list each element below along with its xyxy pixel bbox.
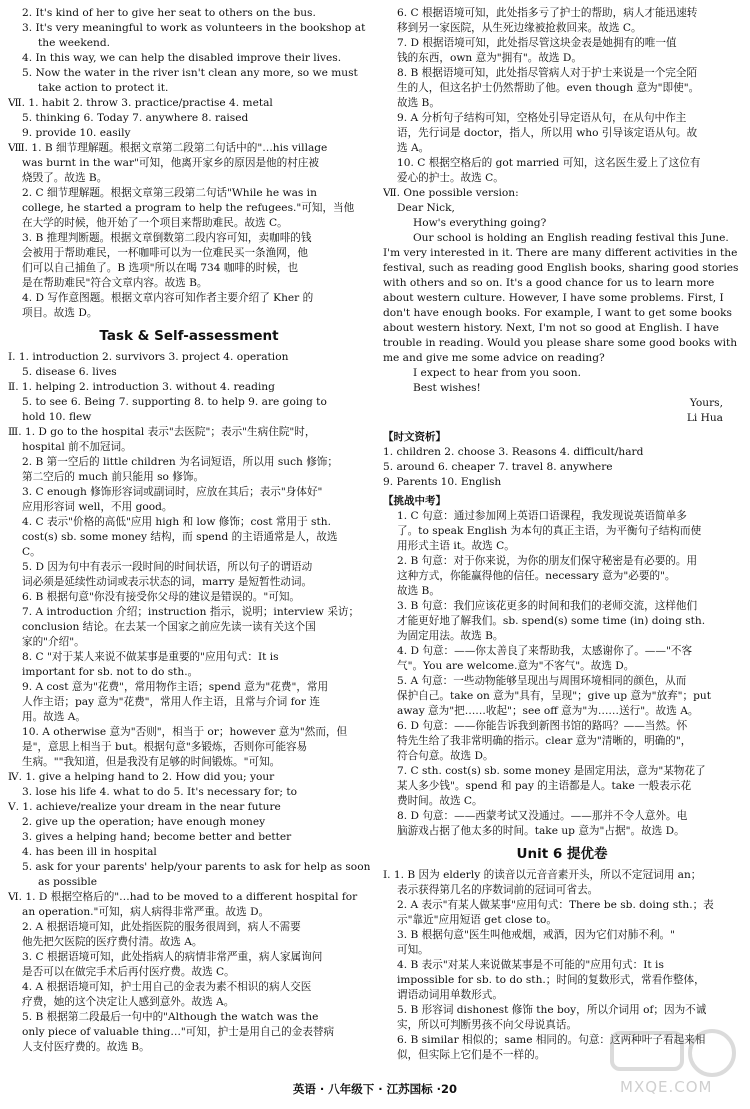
text-line: 2. give up the operation; have enough money xyxy=(22,816,266,828)
text-line: 4. B 表示"对某人来说做某事是不可能的"应用句式：It is xyxy=(397,959,664,971)
text-line: festival, such as reading good English books, sharing good stories xyxy=(383,262,739,274)
text-line: Ⅷ. 1. B 细节理解题。根据文章第二段第二句话中的"…his village xyxy=(8,142,328,154)
text-line: 们可以自己捕鱼了。B 选项"所以在喝 734 咖啡的时候，也 xyxy=(22,262,299,274)
text-line: 5. disease 6. lives xyxy=(22,366,117,378)
text-line: 2. It's kind of her to give her seat to others on the bus. xyxy=(22,7,316,19)
text-line: 选 A。 xyxy=(397,142,430,154)
text-line: 特先生给了我非常明确的指示。clear 意为"清晰的，明确的"， xyxy=(397,735,692,747)
text-line: the weekend. xyxy=(38,37,110,49)
text-line: 6. D 句意：——你能告诉我到新图书馆的路吗？——当然。怀 xyxy=(397,720,688,732)
text-line: 8. B 根据语境可知，此处指尽管病人对于护士来说是一个完全陌 xyxy=(397,67,698,79)
text-line: was burnt in the war"可知，他离开家乡的原因是他的村庄被 xyxy=(22,157,320,169)
text-line: 生病。""我知道，但是我没有足够的时间锻炼。"可知。 xyxy=(22,756,281,768)
text-line: 是在帮助难民"符合文章内容。故选 B。 xyxy=(22,277,208,289)
page-footer: 英语 · 八年级下 · 江苏国标 ·20 xyxy=(292,1082,458,1096)
text-line: 2. A 根据语境可知，此处指医院的服务很周到，病人不需要 xyxy=(22,921,301,933)
text-line: C。 xyxy=(22,546,41,558)
text-line: 谓语动词用单数形式。 xyxy=(397,989,503,1001)
text-line: 生的人，但这名护士仍然帮助了他。even though 意为"即使"。 xyxy=(397,82,700,94)
section-heading: Task & Self-assessment xyxy=(99,328,279,344)
text-line: 8. C "对于某人来说不做某事是重要的"应用句式：It is xyxy=(22,651,279,663)
text-line: Ⅶ. 1. habit 2. throw 3. practice/practise 4. metal xyxy=(8,97,273,109)
text-line: 移到另一家医院，从生死边缘被抢救回来。故选 C。 xyxy=(397,22,642,34)
text-line: 费时间。故选 C。 xyxy=(397,795,483,807)
text-line: me and give me some advice on reading? xyxy=(383,352,605,364)
text-line: 脑游戏占据了他太多的时间。take up 意为"占据"。故选 D。 xyxy=(397,825,685,837)
text-line: Ⅳ. 1. give a helping hand to 2. How did you; your xyxy=(8,771,275,783)
text-line: 10. A otherwise 意为"否则"，相当于 or；however 意为"然而，但 xyxy=(22,726,348,738)
text-line: 用。故选 A。 xyxy=(22,711,86,723)
text-line: 5. thinking 6. Today 7. anywhere 8. raised xyxy=(22,112,249,124)
text-line: 3. It's very meaningful to work as volunteers in the bookshop at xyxy=(22,22,366,34)
text-line: 疗费，她的这个决定让人感到意外。故选 A。 xyxy=(22,996,235,1008)
text-line: 3. C 根据语境可知，此处指病人的病情非常严重，病人家属询问 xyxy=(22,951,323,963)
text-line: 这种方式，你能赢得他的信任。necessary 意为"必要的"。 xyxy=(397,570,676,582)
text-line: 1. children 2. choose 3. Reasons 4. difficult/hard xyxy=(383,446,644,458)
text-line: 5. B 形容词 dishonest 修饰 the boy，所以介词用 of；因为不诚 xyxy=(397,1004,707,1016)
left-column xyxy=(8,6,370,1055)
text-line: 故选 B。 xyxy=(397,97,440,109)
text-line: 保护自己。take on 意为"具有，呈现"；give up 意为"放弃"；put xyxy=(397,690,711,702)
text-line: 5. A 句意：一些动物能够呈现出与周围环境相同的颜色，从而 xyxy=(397,675,687,687)
text-line: 第二空后的 much 前只能用 so 修饰。 xyxy=(22,471,205,483)
text-line: 用形式主语 it。故选 C。 xyxy=(397,540,515,552)
text-line: 4. D 写作意图题。根据文章内容可知作者主要介绍了 Kher 的 xyxy=(22,292,314,304)
text-line: 在大学的时候，他开始了一个项目来帮助难民。故选 C。 xyxy=(22,217,288,229)
section-tag: 【时文资析】 xyxy=(383,431,446,443)
text-line: 3. B 推理判断题。根据文章倒数第二段内容可知，卖咖啡的钱 xyxy=(22,232,312,244)
text-line: 7. A introduction 介绍；instruction 指示，说明；interview 采访； xyxy=(22,606,360,618)
text-line: 钱的东西，own 意为"拥有"。故选 D。 xyxy=(397,52,582,64)
text-line: only piece of valuable thing…"可知，护士是用自己的金表替病 xyxy=(22,1026,335,1038)
text-line: 4. has been ill in hospital xyxy=(22,846,157,858)
text-line: 4. In this way, we can help the disabled improve their lives. xyxy=(22,52,342,64)
text-line: 项目。故选 D。 xyxy=(22,307,98,319)
text-line: 是否可以在做完手术后再付医疗费。故选 C。 xyxy=(22,966,235,978)
text-line: How's everything going? xyxy=(413,217,547,229)
text-line: as possible xyxy=(38,876,97,888)
text-line: 3. lose his life 4. what to do 5. It's necessary for; to xyxy=(22,786,297,798)
text-line: Ⅴ. 1. achieve/realize your dream in the near future xyxy=(8,801,281,813)
text-line: impossible for sb. to do sth.；时间的复数形式，常看作整体， xyxy=(397,974,705,986)
text-line: 示"靠近"应用短语 get close to。 xyxy=(397,914,557,926)
text-line: 语，先行词是 doctor，指人，所以用 who 引导该定语从句。故 xyxy=(397,127,698,139)
letter-signoff: Li Hua xyxy=(686,412,723,424)
text-line: 5. B 根据第二段最后一句中的"Although the watch was the xyxy=(22,1011,319,1023)
text-line: 他先把欠医院的医疗费付清。故选 A。 xyxy=(22,936,203,948)
text-line: 10. C 根据空格后的 got married 可知，这名医生爱上了这位有 xyxy=(397,157,701,169)
letter-signoff: Yours, xyxy=(689,397,723,409)
text-line: Dear Nick, xyxy=(397,202,455,214)
text-line: trouble in reading. Would you please share some good books with xyxy=(383,337,738,349)
text-line: 2. C 细节理解题。根据文章第三段第二句话"While he was in xyxy=(22,187,317,199)
text-line: 词必须是延续性动词或表示状态的词，marry 是短暂性动词。 xyxy=(22,576,313,588)
text-line: Ⅰ. 1. B 因为 elderly 的读音以元音音素开头，所以不定冠词用 an； xyxy=(383,869,702,881)
text-line: away 意为"把……收起"；see off 意为"为……送行"。故选 A。 xyxy=(397,705,699,717)
text-line: 某人多少钱"。spend 和 pay 的主语都是人。take 一般表示花 xyxy=(397,780,692,792)
text-line: 人支付医疗费的。故选 B。 xyxy=(22,1041,150,1053)
text-line: important for sb. not to do sth.。 xyxy=(22,666,199,678)
text-line: 烧毁了。故选 B。 xyxy=(22,172,108,184)
text-line: I'm very interested in it. There are many different activities in the xyxy=(383,247,738,259)
text-line: Our school is holding an English reading festival this June. xyxy=(413,232,729,244)
text-line: 实，所以可判断男孩不向父母说真话。 xyxy=(397,1019,578,1031)
text-line: 2. A 表示"有某人做某事"应用句式：There be sb. doing sth.；表 xyxy=(397,899,714,911)
text-line: 6. C 根据语境可知，此处指多亏了护士的帮助，病人才能迅速转 xyxy=(397,7,698,19)
text-line: 气"。You are welcome.意为"不客气"。故选 D。 xyxy=(397,660,635,672)
text-line: 5. ask for your parents' help/your parents to ask for help as soon xyxy=(22,861,370,873)
text-line: Ⅶ. One possible version: xyxy=(383,187,519,199)
text-line: 5. Now the water in the river isn't clean any more, so we must xyxy=(22,67,358,79)
text-line: 人作主语；pay 意为"花费"，常用人作主语，且常与介词 for 连 xyxy=(22,696,320,708)
text-line: take action to protect it. xyxy=(38,82,169,94)
text-line: hold 10. flew xyxy=(22,411,92,423)
text-line: 才能更好地了解我们。sb. spend(s) some time (in) doing sth. xyxy=(397,615,706,627)
text-line: Ⅲ. 1. D go to the hospital 表示"去医院"；表示"生病住院"时， xyxy=(8,426,316,438)
text-line: Best wishes! xyxy=(413,382,481,394)
text-line: 了。to speak English 为本句的真正主语，为平衡句子结构而使 xyxy=(397,525,702,537)
text-line: 1. C 句意：通过参加网上英语口语课程，我发现说英语简单多 xyxy=(397,510,687,522)
text-line: I expect to hear from you soon. xyxy=(413,367,581,379)
text-line: 爱心的护士。故选 C。 xyxy=(397,172,504,184)
text-line: 5. around 6. cheaper 7. travel 8. anywhere xyxy=(383,461,613,473)
text-line: 似，但实际上它们是不一样的。 xyxy=(397,1049,546,1061)
text-line: 3. gives a helping hand; become better and better xyxy=(22,831,292,843)
text-line: 2. B 第一空后的 little children 为名词短语，所以用 such 修饰； xyxy=(22,456,338,468)
text-line: 可知。 xyxy=(397,944,429,956)
text-line: 9. A cost 意为"花费"，常用物作主语；spend 意为"花费"，常用 xyxy=(22,681,329,693)
text-line: 是"，意思上相当于 but。根据句意"多锻炼，否则你可能容易 xyxy=(22,741,308,753)
text-line: 3. B 句意：我们应该花更多的时间和我们的老师交流，这样他们 xyxy=(397,600,698,612)
text-line: Ⅰ. 1. introduction 2. survivors 3. project 4. operation xyxy=(8,351,289,363)
text-line: 4. A 根据语境可知，护士用自己的金表为素不相识的病人交医 xyxy=(22,981,312,993)
text-line: about western culture. However, I have some problems. First, I xyxy=(383,292,724,304)
text-line: conclusion 结论。在去某一个国家之前应先读一读有关这个国 xyxy=(22,621,316,633)
text-line: 4. C 表示"价格的高低"应用 high 和 low 修饰；cost 常用于 sth. xyxy=(22,516,331,528)
text-line: 为固定用法。故选 B。 xyxy=(397,630,504,642)
text-line: 9. provide 10. easily xyxy=(22,127,131,139)
text-line: don't have enough books. For example, I want to get some books xyxy=(383,307,732,319)
text-line: 6. B 根据句意"你没有接受你父母的建议是错误的。"可知。 xyxy=(22,591,301,603)
text-line: 表示获得第几名的序数词前的冠词可省去。 xyxy=(397,884,599,896)
text-line: 故选 B。 xyxy=(397,585,440,597)
text-line: hospital 前不加冠词。 xyxy=(22,441,132,453)
section-heading: Unit 6 提优卷 xyxy=(516,846,608,862)
text-line: Ⅵ. 1. D 根据空格后的"…had to be moved to a different hospital for xyxy=(8,891,358,903)
text-line: 3. C enough 修饰形容词或副词时，应放在其后；表示"身体好" xyxy=(22,486,323,498)
text-line: 7. D 根据语境可知，此处指尽管这块金表是她拥有的唯一值 xyxy=(397,37,677,49)
text-line: an operation."可知，病人病得非常严重。故选 D。 xyxy=(22,906,270,918)
text-line: 4. D 句意：——你太善良了来帮助我，太感谢你了。——"不客 xyxy=(397,645,693,657)
text-line: 6. B similar 相似的；same 相同的。句意：这两种叶子看起来相 xyxy=(397,1034,706,1046)
text-line: 8. D 句意：——西蒙考试又没通过。——那并不令人意外。电 xyxy=(397,810,688,822)
text-line: cost(s) sb. some money 结构，而 spend 的主语通常是人，故选 xyxy=(22,531,338,543)
text-line: 会被用于帮助难民，一杯咖啡可以为一位难民买一条渔网，他 xyxy=(22,247,309,259)
text-line: 9. A 分析句子结构可知，空格处引导定语从句，在从句中作主 xyxy=(397,112,687,124)
text-line: college, he started a program to help the refugees."可知，当他 xyxy=(22,202,355,214)
text-line: with others and so on. It's a good chance for us to learn more xyxy=(383,277,715,289)
text-line: 应用形容词 well，不用 good。 xyxy=(22,501,173,513)
watermark-text: MXQE.COM xyxy=(620,1078,713,1096)
text-line: 5. D 因为句中有表示一段时间的时间状语，所以句子的谓语动 xyxy=(22,561,313,573)
text-line: Ⅱ. 1. helping 2. introduction 3. without 4. reading xyxy=(8,381,275,393)
section-tag: 【挑战中考】 xyxy=(383,495,446,507)
text-line: 2. B 句意：对于你来说，为你的朋友们保守秘密是有必要的。用 xyxy=(397,555,698,567)
text-line: 3. B 根据句意"医生叫他戒烟，戒酒，因为它们对肺不利。" xyxy=(397,929,676,941)
text-line: about western history. Next, I'm not so good at English. I have xyxy=(383,322,719,334)
watermark-logo xyxy=(592,1023,742,1095)
text-line: 5. to see 6. Being 7. supporting 8. to help 9. are going to xyxy=(22,396,327,408)
right-column xyxy=(383,6,741,1063)
text-line: 9. Parents 10. English xyxy=(383,476,502,488)
text-line: 家的"介绍"。 xyxy=(22,636,85,648)
text-line: 7. C sth. cost(s) sb. some money 是固定用法，意为"某物花了 xyxy=(397,765,706,777)
text-line: 符合句意。故选 D。 xyxy=(397,750,494,762)
